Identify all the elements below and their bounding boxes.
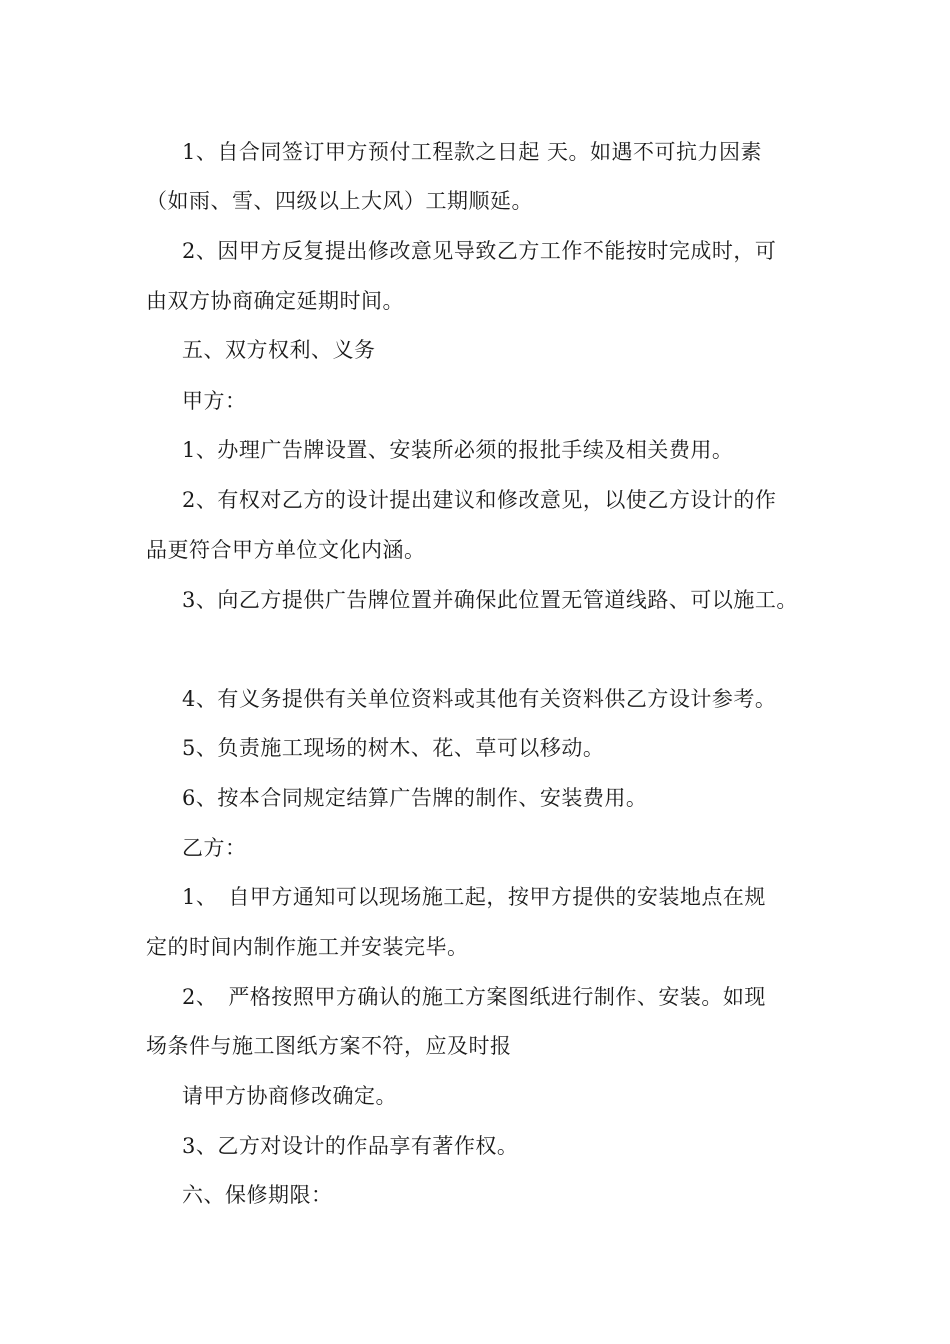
- paragraph-line: 2、因甲方反复提出修改意见导致乙方工作不能按时完成时，可: [182, 239, 777, 263]
- section-heading: 五、双方权利、义务: [182, 338, 376, 362]
- paragraph-line: 定的时间内制作施工并安装完毕。: [146, 935, 469, 959]
- paragraph-line: 5、负责施工现场的树木、花、草可以移动。: [182, 736, 605, 760]
- paragraph-line: 场条件与施工图纸方案不符，应及时报: [146, 1034, 512, 1058]
- paragraph-line: 品更符合甲方单位文化内涵。: [146, 538, 426, 562]
- paragraph-line: 3、向乙方提供广告牌位置并确保此位置无管道线路、可以施工。: [182, 588, 798, 612]
- party-label: 乙方：: [182, 836, 247, 860]
- paragraph-line: 请甲方协商修改确定。: [182, 1084, 397, 1108]
- paragraph-line: 1、自合同签订甲方预付工程款之日起 天。如遇不可抗力因素: [182, 140, 763, 164]
- party-label: 甲方：: [182, 389, 247, 413]
- paragraph-line: 1、 自甲方通知可以现场施工起，按甲方提供的安装地点在规: [182, 885, 766, 909]
- paragraph-line: 6、按本合同规定结算广告牌的制作、安装费用。: [182, 786, 648, 810]
- paragraph-line: 由双方协商确定延期时间。: [146, 289, 404, 313]
- paragraph-line: 3、乙方对设计的作品享有著作权。: [182, 1134, 519, 1158]
- paragraph-line: 2、有权对乙方的设计提出建议和修改意见，以使乙方设计的作: [182, 488, 777, 512]
- paragraph-line: 4、有义务提供有关单位资料或其他有关资料供乙方设计参考。: [182, 687, 777, 711]
- paragraph-line: （如雨、雪、四级以上大风）工期顺延。: [146, 189, 533, 213]
- paragraph-line: 1、办理广告牌设置、安装所必须的报批手续及相关费用。: [182, 438, 734, 462]
- section-heading: 六、保修期限：: [182, 1183, 333, 1207]
- paragraph-line: 2、 严格按照甲方确认的施工方案图纸进行制作、安装。如现: [182, 985, 766, 1009]
